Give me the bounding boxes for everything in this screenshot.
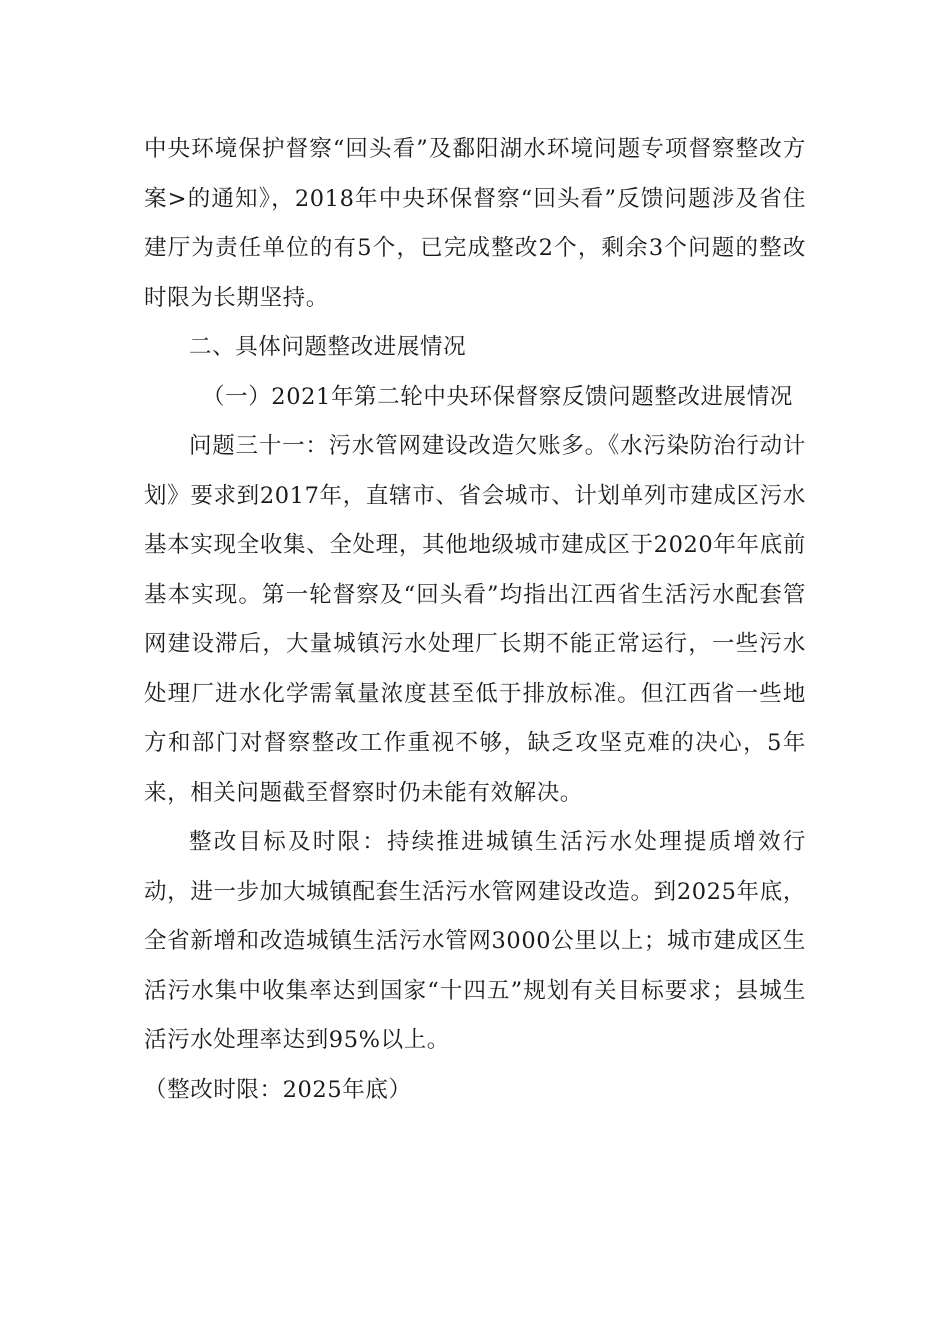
deadline-paragraph: （整改时限：2025年底） bbox=[144, 1076, 412, 1103]
intro-continuation-paragraph: 中央环境保护督察“回头看”及鄱阳湖水环境问题专项督察整改方案>的通知》，2018年中央环保督察“回头看”反馈问题涉及省住建厅为责任单位的有5个，已完成整改2个，剩余3个问题的整改时限为长期坚持。 bbox=[144, 136, 806, 311]
subsection-heading: （一）2021年第二轮中央环保督察反馈问题整改进展情况 bbox=[202, 383, 793, 410]
section-heading: 二、具体问题整改进展情况 bbox=[189, 334, 467, 360]
rectification-target-paragraph: 整改目标及时限：持续推进城镇生活污水处理提质增效行动，进一步加大城镇配套生活污水管网建设改造。到2025年底，全省新增和改造城镇生活污水管网3000公里以上；城市建成区生活污水集中收集率达到国家“十四五”规划有关目标要求；县城生活污水处理率达到95%以上。 bbox=[144, 829, 806, 1053]
problem-31-paragraph: 问题三十一：污水管网建设改造欠账多。《水污染防治行动计划》要求到2017年，直辖市、省会城市、计划单列市建成区污水基本实现全收集、全处理，其他地级城市建成区于2020年年底前基本实现。第一轮督察及“回头看”均指出江西省生活污水配套管网建设滞后，大量城镇污水处理厂长期不能正常运行，一些污水处理厂进水化学需氧量浓度甚至低于排放标准。但江西省一些地方和部门对督察整改工作重视不够，缺乏攻坚克难的决心，5年来，相关问题截至督察时仍未能有效解决。 bbox=[144, 433, 806, 806]
document-body bbox=[144, 125, 806, 1115]
